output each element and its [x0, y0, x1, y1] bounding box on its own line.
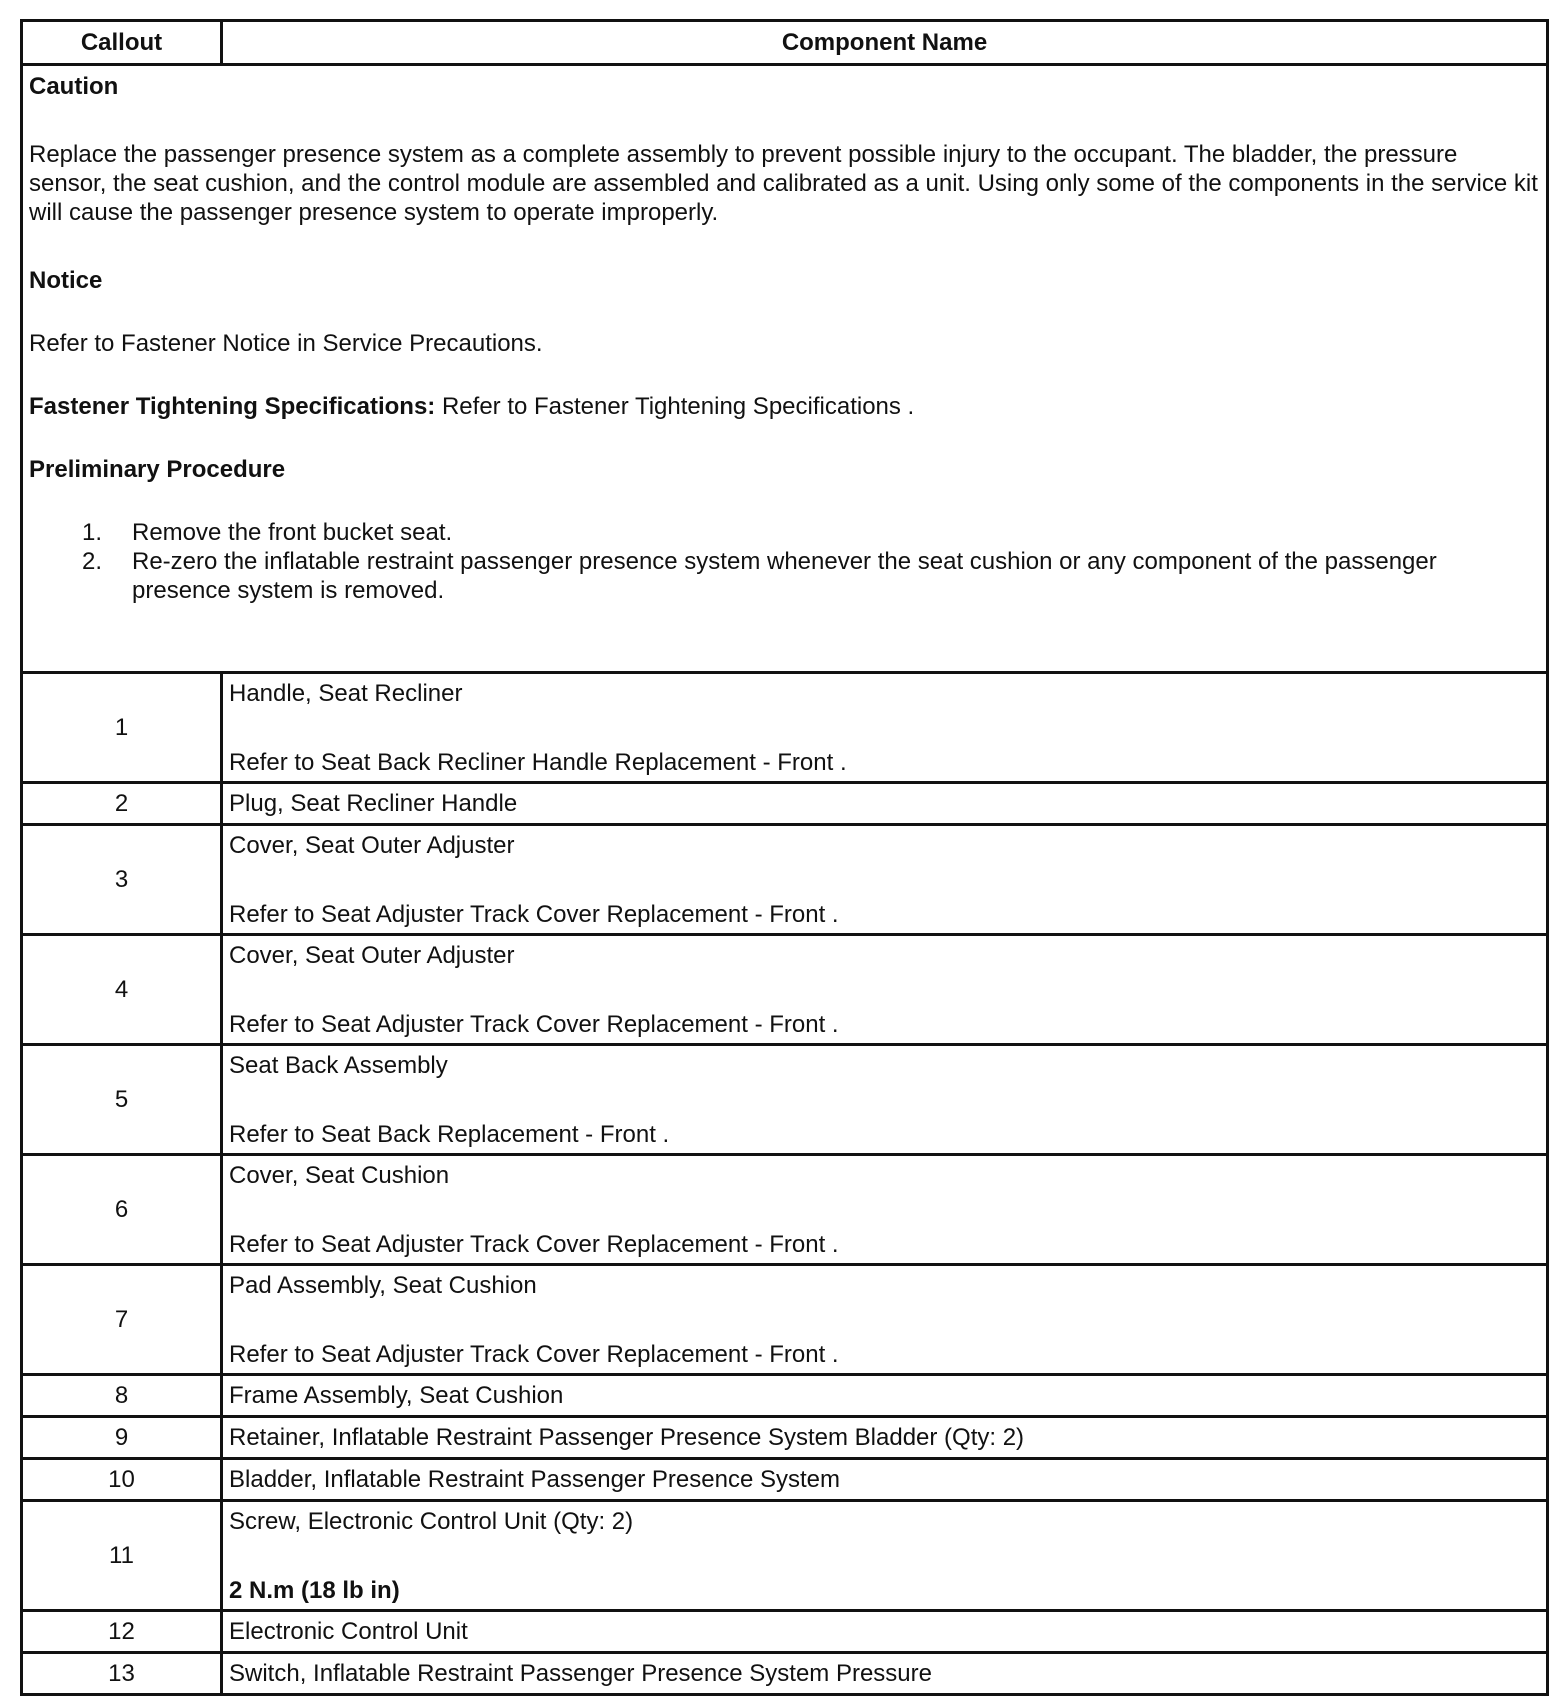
table-row	[23, 1457, 1546, 1499]
step-item	[29, 518, 1538, 547]
step-number: 1.	[82, 519, 103, 546]
component-note: Refer to Seat Adjuster Track Cover Replacement - Front .	[229, 901, 839, 928]
callout-cell: 4	[23, 936, 223, 1043]
callout-header: Callout	[23, 22, 223, 63]
component-note: Refer to Seat Adjuster Track Cover Replacement - Front .	[229, 1231, 839, 1258]
table-row	[23, 1651, 1546, 1693]
table-row	[23, 1263, 1546, 1373]
component-name: Screw, Electronic Control Unit (Qty: 2)	[229, 1508, 634, 1535]
step-number: 2.	[82, 548, 103, 575]
step-item	[29, 547, 1538, 605]
component-name: Frame Assembly, Seat Cushion	[229, 1381, 564, 1409]
preliminary-title: Preliminary Procedure	[29, 456, 286, 483]
table-row	[23, 1373, 1546, 1415]
component-name: Cover, Seat Outer Adjuster	[229, 942, 515, 969]
component-name: Cover, Seat Outer Adjuster	[229, 832, 515, 859]
callout-cell: 3	[23, 826, 223, 933]
component-name: Bladder, Inflatable Restraint Passenger Presence System	[229, 1465, 840, 1493]
table-row	[23, 671, 1546, 781]
fastener-spec	[29, 392, 1538, 421]
callout-cell: 9	[23, 1418, 223, 1457]
caution-text: Replace the passenger presence system as a complete assembly to prevent possible injury to the occupant. The bladder, the pressure sensor, the seat cushion, and the control module are assembled and calibrated as a unit. Using only some of the components in the service kit will cause the passenger presence system to operate improperly.	[29, 141, 1538, 226]
component-name-header: Component Name	[781, 28, 988, 56]
callout-cell: 13	[23, 1654, 223, 1693]
preliminary-steps	[29, 518, 1538, 605]
component-name: Electronic Control Unit	[229, 1617, 468, 1645]
callout-cell: 7	[23, 1266, 223, 1373]
torque-spec: 2 N.m (18 lb in)	[229, 1577, 400, 1604]
component-name: Handle, Seat Recliner	[229, 680, 463, 707]
table-row	[23, 823, 1546, 933]
component-name: Retainer, Inflatable Restraint Passenger Presence System Bladder (Qty: 2)	[229, 1423, 1025, 1451]
table-row	[23, 781, 1546, 823]
callout-cell: 2	[23, 784, 223, 823]
component-name: Cover, Seat Cushion	[229, 1162, 450, 1189]
callout-cell: 8	[23, 1376, 223, 1415]
procedure-row	[23, 63, 1546, 671]
procedure-cell	[23, 66, 1546, 671]
notice-title: Notice	[29, 267, 103, 294]
step-text: Re-zero the inflatable restraint passenger presence system whenever the seat cushion or any component of the passenger presence system is removed.	[132, 548, 1437, 604]
table-row	[23, 1153, 1546, 1263]
component-note: Refer to Seat Back Replacement - Front .	[229, 1121, 670, 1148]
step-text: Remove the front bucket seat.	[132, 519, 453, 546]
component-name: Pad Assembly, Seat Cushion	[229, 1272, 537, 1299]
table-row	[23, 1415, 1546, 1457]
table-header-row	[23, 22, 1546, 63]
callout-cell: 5	[23, 1046, 223, 1153]
component-name: Seat Back Assembly	[229, 1052, 448, 1079]
fastener-text: Refer to Fastener Tightening Specifications .	[435, 393, 915, 420]
callout-cell: 12	[23, 1612, 223, 1651]
table-row	[23, 1499, 1546, 1609]
notice-text: Refer to Fastener Notice in Service Precautions.	[29, 330, 543, 357]
component-name: Plug, Seat Recliner Handle	[229, 789, 518, 817]
component-table	[20, 19, 1549, 1696]
component-note: Refer to Seat Adjuster Track Cover Replacement - Front .	[229, 1011, 839, 1038]
table-row	[23, 1609, 1546, 1651]
callout-cell: 6	[23, 1156, 223, 1263]
table-row	[23, 1043, 1546, 1153]
callout-cell: 1	[23, 674, 223, 781]
fastener-label: Fastener Tightening Specifications:	[29, 393, 436, 420]
component-note: Refer to Seat Adjuster Track Cover Replacement - Front .	[229, 1341, 839, 1368]
table-row	[23, 933, 1546, 1043]
callout-cell: 11	[23, 1502, 223, 1609]
component-name: Switch, Inflatable Restraint Passenger Presence System Pressure	[229, 1659, 932, 1687]
callout-cell: 10	[23, 1460, 223, 1499]
caution-title: Caution	[29, 73, 119, 100]
component-note: Refer to Seat Back Recliner Handle Replacement - Front .	[229, 749, 847, 776]
